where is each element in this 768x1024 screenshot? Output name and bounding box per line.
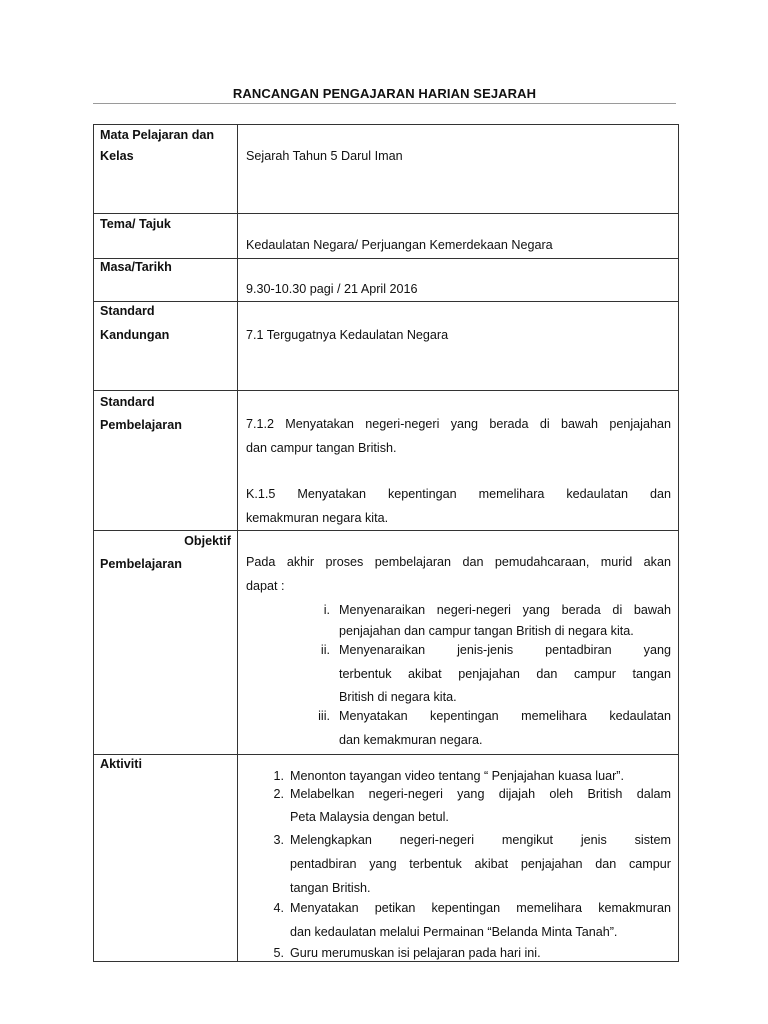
label-cell	[94, 755, 238, 962]
list-item-line: Peta Malaysia dengan betul.	[290, 810, 449, 824]
list-item-line: Menyenaraikan jenis-jenis pentadbiran yang	[339, 643, 671, 657]
list-item-number: ii.	[320, 643, 330, 657]
row-objektif	[94, 531, 679, 755]
value-cell	[238, 259, 679, 302]
row-tema	[94, 214, 679, 259]
list-item-line: terbentuk akibat penjajahan dan campur tangan	[339, 667, 671, 681]
label-tema: Tema/ Tajuk	[100, 217, 171, 231]
list-item-line: Menyenaraikan negeri-negeri yang berada di bawah	[339, 603, 671, 617]
list-item	[246, 897, 671, 945]
lesson-plan-table	[93, 124, 679, 962]
value-standard-kandungan: 7.1 Tergugatnya Kedaulatan Negara	[246, 328, 449, 342]
list-item-line: Menyatakan petikan kepentingan memelihara kemakmuran	[290, 901, 671, 915]
title-underline	[93, 103, 676, 104]
label-pembelajaran: Pembelajaran	[100, 557, 182, 571]
standard-pembelajaran-p2-line2: kemakmuran negara kita.	[246, 511, 389, 525]
value-cell	[238, 391, 679, 531]
objektif-intro-line1: Pada akhir proses pembelajaran dan pemudahcaraan, murid akan	[246, 555, 671, 569]
label-cell	[94, 531, 238, 755]
list-item-line: pentadbiran yang terbentuk akibat penjajahan dan campur	[290, 857, 671, 871]
list-item-line: dan kemakmuran negara.	[339, 733, 483, 747]
list-item-number: 1.	[273, 769, 284, 783]
document-title: RANCANGAN PENGAJARAN HARIAN SEJARAH	[232, 86, 537, 101]
label-objektif: Objektif	[184, 534, 231, 548]
list-item-line: British di negara kita.	[339, 690, 457, 704]
value-cell	[238, 125, 679, 214]
objektif-intro-line2: dapat :	[246, 579, 285, 593]
objektif-list	[246, 598, 671, 754]
label-cell	[94, 125, 238, 214]
row-masa	[94, 259, 679, 302]
label-standard: Standard	[100, 395, 155, 409]
value-tema: Kedaulatan Negara/ Perjuangan Kemerdekaan Negara	[246, 238, 553, 252]
row-standard-kandungan	[94, 302, 679, 391]
standard-pembelajaran-p1-line2: dan campur tangan British.	[246, 441, 397, 455]
list-item	[246, 706, 671, 754]
list-item	[246, 945, 671, 961]
row-aktiviti	[94, 755, 679, 962]
list-item-line: Menonton tayangan video tentang “ Penjajahan kuasa luar”.	[290, 769, 624, 783]
list-item	[246, 767, 671, 785]
list-item-number: i.	[323, 603, 330, 617]
value-mata-pelajaran: Sejarah Tahun 5 Darul Iman	[246, 149, 403, 163]
label-kelas: Kelas	[100, 149, 134, 163]
list-item-line: Guru merumuskan isi pelajaran pada hari ini.	[290, 946, 541, 960]
list-item-number: iii.	[318, 709, 330, 723]
aktiviti-list	[246, 767, 671, 961]
label-cell	[94, 259, 238, 302]
list-item-number: 3.	[273, 833, 284, 847]
list-item-number: 2.	[273, 787, 284, 801]
list-item-line: Melengkapkan negeri-negeri mengikut jenis sistem	[290, 833, 671, 847]
list-item-line: penjajahan dan campur tangan British di negara kita.	[339, 624, 634, 638]
label-cell	[94, 302, 238, 391]
label-masa: Masa/Tarikh	[100, 260, 172, 274]
list-item	[246, 785, 671, 831]
row-standard-pembelajaran	[94, 391, 679, 531]
value-cell	[238, 302, 679, 391]
value-cell	[238, 214, 679, 259]
standard-pembelajaran-p1-line1: 7.1.2 Menyatakan negeri-negeri yang berada di bawah penjajahan	[246, 417, 671, 431]
standard-pembelajaran-p2-line1: K.1.5 Menyatakan kepentingan memelihara kedaulatan dan	[246, 487, 671, 501]
list-item-number: 5.	[273, 946, 284, 960]
list-item-line: Menyatakan kepentingan memelihara kedaulatan	[339, 709, 671, 723]
value-masa: 9.30-10.30 pagi / 21 April 2016	[246, 282, 418, 296]
row-mata-pelajaran	[94, 125, 679, 214]
list-item-line: Melabelkan negeri-negeri yang dijajah oleh British dalam	[290, 787, 671, 801]
list-item	[246, 831, 671, 897]
label-pembelajaran: Pembelajaran	[100, 418, 182, 432]
value-cell	[238, 755, 679, 962]
list-item	[246, 640, 671, 706]
list-item-number: 4.	[273, 901, 284, 915]
value-cell	[238, 531, 679, 755]
list-item	[246, 598, 671, 640]
label-cell	[94, 391, 238, 531]
label-cell	[94, 214, 238, 259]
list-item-line: tangan British.	[290, 881, 371, 895]
label-standard: Standard	[100, 304, 155, 318]
label-aktiviti: Aktiviti	[100, 757, 142, 771]
list-item-line: dan kedaulatan melalui Permainan “Belanda Minta Tanah”.	[290, 925, 618, 939]
label-mata-pelajaran: Mata Pelajaran dan	[100, 128, 215, 142]
label-kandungan: Kandungan	[100, 328, 170, 342]
